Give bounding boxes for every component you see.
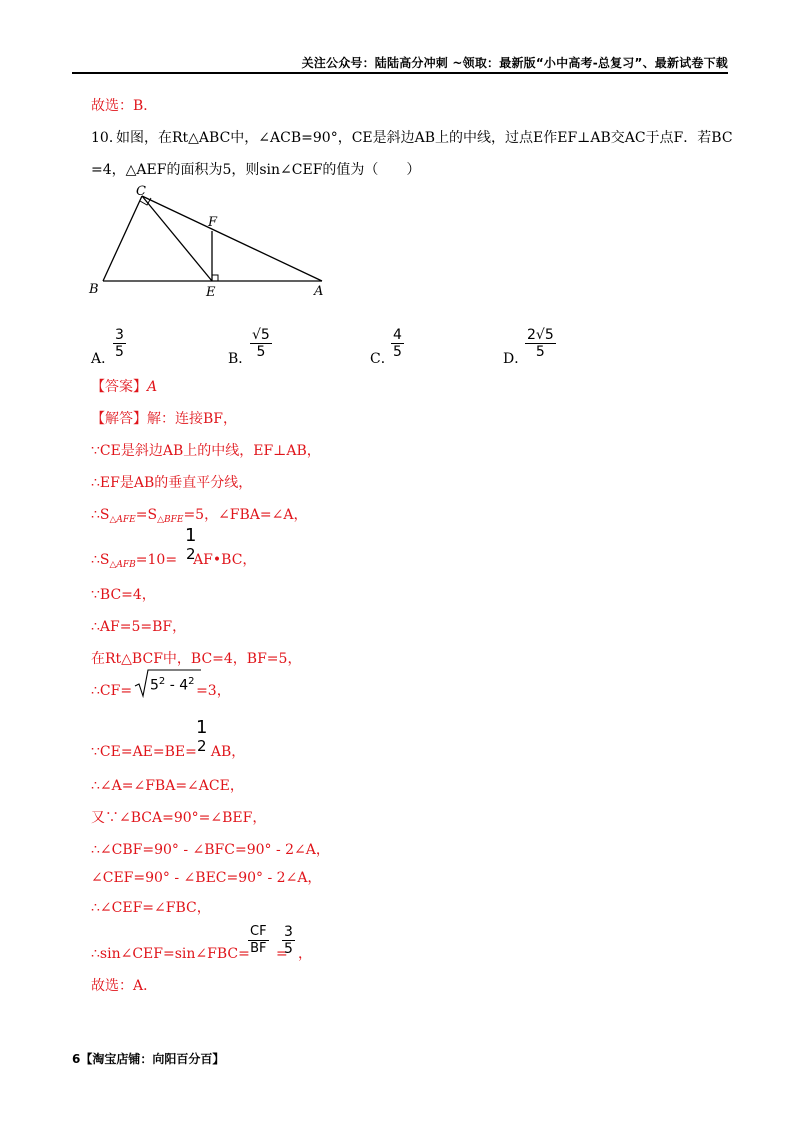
five-den: 5 — [284, 941, 293, 957]
label-f: F — [208, 215, 218, 230]
solution-line-11: ∴∠A=∠FBA=∠ACE， — [91, 778, 244, 794]
sqrt-base1: 5 — [150, 677, 159, 694]
s5a: ∴S — [91, 552, 110, 568]
half-fraction-2 — [196, 718, 207, 754]
prev-answer: 故选：B． — [91, 98, 158, 114]
sqrt-content — [150, 676, 195, 694]
solution-line-2: ∵CE是斜边AB上的中线，EF⊥AB， — [91, 443, 321, 459]
s16a: ∴sin∠CEF=sin∠FBC= — [91, 946, 250, 962]
question-line-1: 如图，在Rt△ABC中，∠ACB=90°，CE是斜边AB上的中线，过点E作EF⊥AB交AC于点F．若BC — [116, 130, 733, 146]
three-fifths-fraction — [282, 924, 295, 957]
option-d-den: 5 — [535, 344, 545, 360]
page-footer: 6【淘宝店铺：向阳百分百】 — [72, 1052, 225, 1066]
solution-text-1: 解：连接BF， — [147, 411, 238, 427]
s5-sub: △AFB — [109, 560, 136, 570]
solution-line-14: ∠CEF=90° - ∠BEC=90° - 2∠A， — [91, 870, 322, 886]
solution-line-13: ∴∠CBF=90° - ∠BFC=90° - 2∠A， — [91, 842, 330, 858]
solution-line-6: ∵BC=4， — [91, 587, 156, 603]
solution-line-15: ∴∠CEF=∠FBC， — [91, 900, 211, 916]
half1-den: 2 — [185, 545, 196, 563]
half2-num: 1 — [196, 717, 208, 738]
s4b: =S — [135, 507, 158, 523]
option-b-letter: B． — [228, 351, 253, 367]
triangle-figure — [84, 184, 334, 300]
answer-line — [91, 377, 157, 397]
solution-line-5 — [91, 550, 256, 575]
option-c-letter: C． — [370, 351, 395, 367]
s10a: ∵CE=AE=BE= — [91, 744, 197, 760]
option-d-letter: D． — [503, 351, 529, 367]
half-fraction-1 — [185, 526, 196, 562]
half1-num: 1 — [185, 525, 197, 546]
s9b: =3， — [196, 683, 231, 699]
header-rule — [72, 72, 728, 74]
solution-line-12: 又∵∠BCA=90°=∠BEF， — [91, 810, 267, 826]
eq-sign: = — [276, 946, 288, 962]
solution-line-10 — [91, 742, 245, 762]
s9a: ∴CF= — [91, 683, 133, 699]
answer-tag: 【答案】 — [91, 379, 147, 395]
label-c: C — [136, 184, 146, 199]
s5b: =10= — [135, 552, 178, 568]
solution-tag: 【解答】 — [91, 411, 147, 427]
option-a-num: 3 — [115, 327, 124, 343]
half2-den: 2 — [196, 737, 207, 755]
option-a-letter: A． — [91, 351, 116, 367]
option-c-num: 4 — [393, 327, 402, 343]
solution-line-8: 在Rt△BCF中，BC=4，BF=5， — [91, 651, 302, 667]
s10b: AB， — [210, 744, 246, 760]
option-b-den: 5 — [256, 344, 266, 360]
cf-num: CF — [250, 924, 267, 939]
s4c: =5，∠FBA=∠A， — [183, 507, 308, 523]
page-header: 关注公众号：陆陆高分冲刺 ~领取：最新版“小中高考-总复习”、最新试卷下载 — [301, 56, 728, 70]
s4a: ∴S — [91, 507, 110, 523]
cf-bf-fraction — [248, 924, 269, 957]
solution-line-3: ∴EF是AB的垂直平分线， — [91, 475, 253, 491]
question-line-2: =4，△AEF的面积为5，则sin∠CEF的值为（ ） — [91, 162, 421, 178]
solution-line-4 — [91, 505, 308, 530]
s16-end: ， — [298, 946, 312, 962]
solution-line-1 — [91, 409, 237, 429]
solution-line-7: ∴AF=5=BF， — [91, 619, 187, 635]
label-b: B — [89, 282, 99, 297]
sqrt-exp2: 2 — [188, 676, 195, 687]
solution-line-17: 故选：A． — [91, 978, 158, 994]
option-b-num: √5 — [252, 327, 270, 343]
solution-line-16 — [91, 944, 250, 964]
bf-den: BF — [250, 941, 267, 956]
label-a: A — [314, 284, 324, 299]
s5c: AF•BC， — [193, 552, 257, 568]
option-c-den: 5 — [393, 344, 402, 360]
sqrt-minus: - 4 — [165, 677, 189, 694]
s4-sub1: △AFE — [109, 515, 136, 525]
option-a-den: 5 — [115, 344, 124, 360]
answer-value: A — [147, 379, 158, 395]
sqrt-exp1: 2 — [158, 676, 166, 687]
three-num: 3 — [284, 924, 293, 940]
option-d-num: 2√5 — [527, 327, 554, 343]
question-number: 10． — [91, 130, 123, 146]
s4-sub2: △BFE — [157, 515, 184, 525]
label-e: E — [206, 285, 216, 300]
